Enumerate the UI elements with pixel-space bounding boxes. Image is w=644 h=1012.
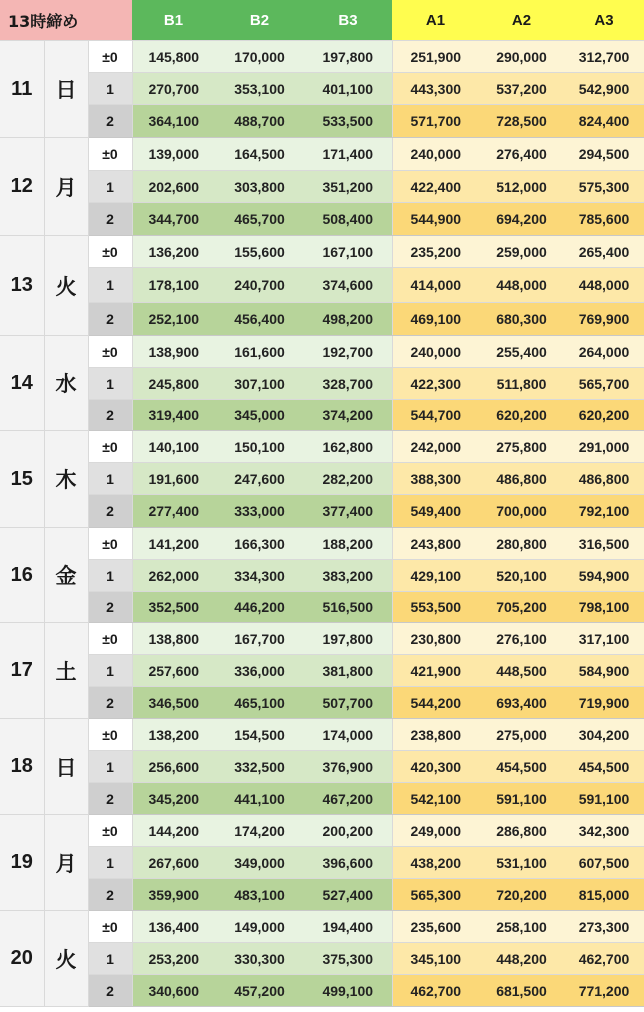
value-cell: 149,000 xyxy=(215,911,304,943)
value-cell: 700,000 xyxy=(479,495,564,528)
value-cell: 264,000 xyxy=(564,336,644,368)
day-number: 15 xyxy=(0,431,44,528)
value-cell: 498,200 xyxy=(304,303,392,336)
level-label: ±0 xyxy=(88,41,132,73)
level-label: 2 xyxy=(88,783,132,815)
value-cell: 273,300 xyxy=(564,911,644,943)
value-cell: 383,200 xyxy=(304,560,392,592)
value-cell: 307,100 xyxy=(215,368,304,400)
value-cell: 486,800 xyxy=(564,463,644,495)
value-cell: 364,100 xyxy=(132,105,215,138)
value-cell: 792,100 xyxy=(564,495,644,528)
value-cell: 607,500 xyxy=(564,847,644,879)
value-cell: 235,200 xyxy=(392,236,479,268)
value-cell: 349,000 xyxy=(215,847,304,879)
value-cell: 531,100 xyxy=(479,847,564,879)
value-cell: 317,100 xyxy=(564,623,644,655)
table-row xyxy=(0,203,644,236)
value-cell: 448,000 xyxy=(564,268,644,303)
value-cell: 191,600 xyxy=(132,463,215,495)
day-number: 14 xyxy=(0,336,44,431)
value-cell: 294,500 xyxy=(564,138,644,171)
table-row xyxy=(0,171,644,203)
level-label: ±0 xyxy=(88,528,132,560)
day-number: 13 xyxy=(0,236,44,336)
value-cell: 421,900 xyxy=(392,655,479,687)
day-number: 17 xyxy=(0,623,44,719)
value-cell: 280,800 xyxy=(479,528,564,560)
value-cell: 448,000 xyxy=(479,268,564,303)
value-cell: 620,200 xyxy=(479,400,564,431)
table-body xyxy=(0,41,644,1007)
level-label: ±0 xyxy=(88,431,132,463)
value-cell: 353,100 xyxy=(215,73,304,105)
value-cell: 275,800 xyxy=(479,431,564,463)
value-cell: 454,500 xyxy=(479,751,564,783)
value-cell: 259,000 xyxy=(479,236,564,268)
table-row xyxy=(0,911,644,943)
value-cell: 438,200 xyxy=(392,847,479,879)
value-cell: 401,100 xyxy=(304,73,392,105)
value-cell: 499,100 xyxy=(304,975,392,1007)
value-cell: 553,500 xyxy=(392,592,479,623)
value-cell: 542,100 xyxy=(392,783,479,815)
value-cell: 374,600 xyxy=(304,268,392,303)
value-cell: 262,000 xyxy=(132,560,215,592)
table-row xyxy=(0,138,644,171)
value-cell: 139,000 xyxy=(132,138,215,171)
weekday: 月 xyxy=(44,815,88,911)
value-cell: 150,100 xyxy=(215,431,304,463)
value-cell: 441,100 xyxy=(215,783,304,815)
weekday: 金 xyxy=(44,528,88,623)
column-header-b1: B1 xyxy=(132,0,215,41)
value-cell: 140,100 xyxy=(132,431,215,463)
level-label: 2 xyxy=(88,592,132,623)
value-cell: 549,400 xyxy=(392,495,479,528)
weekday: 木 xyxy=(44,431,88,528)
value-cell: 376,900 xyxy=(304,751,392,783)
value-cell: 422,300 xyxy=(392,368,479,400)
value-cell: 257,600 xyxy=(132,655,215,687)
value-cell: 312,700 xyxy=(564,41,644,73)
value-cell: 141,200 xyxy=(132,528,215,560)
level-label: 2 xyxy=(88,105,132,138)
level-label: ±0 xyxy=(88,236,132,268)
value-cell: 769,900 xyxy=(564,303,644,336)
value-cell: 251,900 xyxy=(392,41,479,73)
level-label: 2 xyxy=(88,975,132,1007)
level-label: ±0 xyxy=(88,719,132,751)
table-row xyxy=(0,268,644,303)
value-cell: 345,000 xyxy=(215,400,304,431)
value-cell: 693,400 xyxy=(479,687,564,719)
value-cell: 167,100 xyxy=(304,236,392,268)
level-label: 1 xyxy=(88,368,132,400)
value-cell: 267,600 xyxy=(132,847,215,879)
value-cell: 719,900 xyxy=(564,687,644,719)
value-cell: 462,700 xyxy=(564,943,644,975)
value-cell: 174,000 xyxy=(304,719,392,751)
table-row xyxy=(0,73,644,105)
value-cell: 352,500 xyxy=(132,592,215,623)
table-row xyxy=(0,943,644,975)
value-cell: 167,700 xyxy=(215,623,304,655)
table-row xyxy=(0,336,644,368)
value-cell: 247,600 xyxy=(215,463,304,495)
value-cell: 253,200 xyxy=(132,943,215,975)
value-cell: 798,100 xyxy=(564,592,644,623)
value-cell: 591,100 xyxy=(564,783,644,815)
value-cell: 508,400 xyxy=(304,203,392,236)
table-row xyxy=(0,847,644,879)
level-label: ±0 xyxy=(88,336,132,368)
value-cell: 527,400 xyxy=(304,879,392,911)
value-cell: 388,300 xyxy=(392,463,479,495)
table-row xyxy=(0,528,644,560)
column-header-b3: B3 xyxy=(304,0,392,41)
level-label: 2 xyxy=(88,495,132,528)
value-cell: 448,200 xyxy=(479,943,564,975)
value-cell: 303,800 xyxy=(215,171,304,203)
level-label: ±0 xyxy=(88,623,132,655)
value-cell: 166,300 xyxy=(215,528,304,560)
value-cell: 240,000 xyxy=(392,138,479,171)
value-cell: 448,500 xyxy=(479,655,564,687)
value-cell: 319,400 xyxy=(132,400,215,431)
value-cell: 240,000 xyxy=(392,336,479,368)
value-cell: 571,700 xyxy=(392,105,479,138)
weekday: 日 xyxy=(44,41,88,138)
value-cell: 454,500 xyxy=(564,751,644,783)
value-cell: 334,300 xyxy=(215,560,304,592)
level-label: ±0 xyxy=(88,911,132,943)
day-number: 18 xyxy=(0,719,44,815)
table-row xyxy=(0,431,644,463)
value-cell: 243,800 xyxy=(392,528,479,560)
value-cell: 377,400 xyxy=(304,495,392,528)
value-cell: 443,300 xyxy=(392,73,479,105)
value-cell: 771,200 xyxy=(564,975,644,1007)
table-row xyxy=(0,236,644,268)
value-cell: 145,800 xyxy=(132,41,215,73)
table-row xyxy=(0,41,644,73)
value-cell: 542,900 xyxy=(564,73,644,105)
value-cell: 824,400 xyxy=(564,105,644,138)
value-cell: 422,400 xyxy=(392,171,479,203)
value-cell: 462,700 xyxy=(392,975,479,1007)
value-cell: 170,000 xyxy=(215,41,304,73)
value-cell: 381,800 xyxy=(304,655,392,687)
table-row xyxy=(0,495,644,528)
value-cell: 620,200 xyxy=(564,400,644,431)
level-label: ±0 xyxy=(88,138,132,171)
value-cell: 544,200 xyxy=(392,687,479,719)
value-cell: 304,200 xyxy=(564,719,644,751)
value-cell: 720,200 xyxy=(479,879,564,911)
value-cell: 694,200 xyxy=(479,203,564,236)
level-label: 1 xyxy=(88,268,132,303)
table-row xyxy=(0,975,644,1007)
value-cell: 136,400 xyxy=(132,911,215,943)
value-cell: 154,500 xyxy=(215,719,304,751)
value-cell: 277,400 xyxy=(132,495,215,528)
header-row xyxy=(0,0,644,41)
value-cell: 200,200 xyxy=(304,815,392,847)
value-cell: 457,200 xyxy=(215,975,304,1007)
weekday: 土 xyxy=(44,623,88,719)
value-cell: 446,200 xyxy=(215,592,304,623)
value-cell: 161,600 xyxy=(215,336,304,368)
value-cell: 197,800 xyxy=(304,41,392,73)
table-row xyxy=(0,105,644,138)
value-cell: 512,000 xyxy=(479,171,564,203)
value-cell: 396,600 xyxy=(304,847,392,879)
value-cell: 249,000 xyxy=(392,815,479,847)
value-cell: 584,900 xyxy=(564,655,644,687)
level-label: 1 xyxy=(88,655,132,687)
table-row xyxy=(0,400,644,431)
value-cell: 520,100 xyxy=(479,560,564,592)
value-cell: 456,400 xyxy=(215,303,304,336)
value-cell: 238,800 xyxy=(392,719,479,751)
value-cell: 565,300 xyxy=(392,879,479,911)
level-label: 1 xyxy=(88,943,132,975)
day-number: 20 xyxy=(0,911,44,1007)
value-cell: 276,100 xyxy=(479,623,564,655)
value-cell: 420,300 xyxy=(392,751,479,783)
value-cell: 333,000 xyxy=(215,495,304,528)
value-cell: 467,200 xyxy=(304,783,392,815)
level-label: 1 xyxy=(88,751,132,783)
value-cell: 815,000 xyxy=(564,879,644,911)
value-cell: 591,100 xyxy=(479,783,564,815)
value-cell: 164,500 xyxy=(215,138,304,171)
value-cell: 429,100 xyxy=(392,560,479,592)
value-cell: 174,200 xyxy=(215,815,304,847)
value-cell: 330,300 xyxy=(215,943,304,975)
level-label: 1 xyxy=(88,73,132,105)
weekday: 火 xyxy=(44,911,88,1007)
table-row xyxy=(0,560,644,592)
table-row xyxy=(0,815,644,847)
table-row xyxy=(0,879,644,911)
level-label: 2 xyxy=(88,400,132,431)
level-label: 2 xyxy=(88,203,132,236)
value-cell: 192,700 xyxy=(304,336,392,368)
table-row xyxy=(0,687,644,719)
value-cell: 414,000 xyxy=(392,268,479,303)
value-cell: 242,000 xyxy=(392,431,479,463)
level-label: 1 xyxy=(88,463,132,495)
value-cell: 178,100 xyxy=(132,268,215,303)
table-row xyxy=(0,303,644,336)
value-cell: 375,300 xyxy=(304,943,392,975)
value-cell: 290,000 xyxy=(479,41,564,73)
value-cell: 544,700 xyxy=(392,400,479,431)
value-cell: 138,800 xyxy=(132,623,215,655)
value-cell: 533,500 xyxy=(304,105,392,138)
table-row xyxy=(0,655,644,687)
value-cell: 488,700 xyxy=(215,105,304,138)
value-cell: 340,600 xyxy=(132,975,215,1007)
level-label: ±0 xyxy=(88,815,132,847)
value-cell: 469,100 xyxy=(392,303,479,336)
value-cell: 374,200 xyxy=(304,400,392,431)
value-cell: 785,600 xyxy=(564,203,644,236)
value-cell: 345,200 xyxy=(132,783,215,815)
value-cell: 516,500 xyxy=(304,592,392,623)
value-cell: 680,300 xyxy=(479,303,564,336)
value-cell: 255,400 xyxy=(479,336,564,368)
value-cell: 188,200 xyxy=(304,528,392,560)
level-label: 1 xyxy=(88,560,132,592)
value-cell: 465,100 xyxy=(215,687,304,719)
day-number: 16 xyxy=(0,528,44,623)
value-cell: 235,600 xyxy=(392,911,479,943)
column-header-b2: B2 xyxy=(215,0,304,41)
value-cell: 728,500 xyxy=(479,105,564,138)
value-cell: 511,800 xyxy=(479,368,564,400)
table-row xyxy=(0,751,644,783)
value-cell: 705,200 xyxy=(479,592,564,623)
value-cell: 486,800 xyxy=(479,463,564,495)
value-cell: 258,100 xyxy=(479,911,564,943)
weekday: 月 xyxy=(44,138,88,236)
value-cell: 265,400 xyxy=(564,236,644,268)
value-cell: 270,700 xyxy=(132,73,215,105)
level-label: 1 xyxy=(88,171,132,203)
value-cell: 194,400 xyxy=(304,911,392,943)
value-cell: 286,800 xyxy=(479,815,564,847)
value-cell: 316,500 xyxy=(564,528,644,560)
table-title: 13時締め xyxy=(0,0,132,41)
value-cell: 345,100 xyxy=(392,943,479,975)
day-number: 19 xyxy=(0,815,44,911)
weekday: 火 xyxy=(44,236,88,336)
weekday: 水 xyxy=(44,336,88,431)
value-cell: 155,600 xyxy=(215,236,304,268)
table-row xyxy=(0,719,644,751)
column-header-a2: A2 xyxy=(479,0,564,41)
value-cell: 202,600 xyxy=(132,171,215,203)
value-cell: 252,100 xyxy=(132,303,215,336)
table-row xyxy=(0,463,644,495)
value-cell: 483,100 xyxy=(215,879,304,911)
value-cell: 136,200 xyxy=(132,236,215,268)
table-row xyxy=(0,592,644,623)
level-label: 2 xyxy=(88,879,132,911)
value-cell: 256,600 xyxy=(132,751,215,783)
table-row xyxy=(0,783,644,815)
value-cell: 344,700 xyxy=(132,203,215,236)
value-cell: 275,000 xyxy=(479,719,564,751)
value-cell: 245,800 xyxy=(132,368,215,400)
value-cell: 171,400 xyxy=(304,138,392,171)
value-cell: 465,700 xyxy=(215,203,304,236)
value-cell: 230,800 xyxy=(392,623,479,655)
value-cell: 544,900 xyxy=(392,203,479,236)
value-cell: 240,700 xyxy=(215,268,304,303)
value-cell: 144,200 xyxy=(132,815,215,847)
value-cell: 332,500 xyxy=(215,751,304,783)
value-cell: 565,700 xyxy=(564,368,644,400)
level-label: 2 xyxy=(88,303,132,336)
value-cell: 138,900 xyxy=(132,336,215,368)
value-cell: 282,200 xyxy=(304,463,392,495)
value-cell: 681,500 xyxy=(479,975,564,1007)
value-cell: 359,900 xyxy=(132,879,215,911)
weekday: 日 xyxy=(44,719,88,815)
value-cell: 346,500 xyxy=(132,687,215,719)
value-cell: 336,000 xyxy=(215,655,304,687)
level-label: 2 xyxy=(88,687,132,719)
value-cell: 351,200 xyxy=(304,171,392,203)
value-cell: 328,700 xyxy=(304,368,392,400)
value-cell: 291,000 xyxy=(564,431,644,463)
table-row xyxy=(0,368,644,400)
value-cell: 276,400 xyxy=(479,138,564,171)
value-cell: 138,200 xyxy=(132,719,215,751)
value-cell: 197,800 xyxy=(304,623,392,655)
column-header-a3: A3 xyxy=(564,0,644,41)
value-cell: 594,900 xyxy=(564,560,644,592)
day-number: 11 xyxy=(0,41,44,138)
value-cell: 342,300 xyxy=(564,815,644,847)
day-number: 12 xyxy=(0,138,44,236)
value-cell: 507,700 xyxy=(304,687,392,719)
table-row xyxy=(0,623,644,655)
value-cell: 575,300 xyxy=(564,171,644,203)
level-label: 1 xyxy=(88,847,132,879)
value-cell: 537,200 xyxy=(479,73,564,105)
value-cell: 162,800 xyxy=(304,431,392,463)
column-header-a1: A1 xyxy=(392,0,479,41)
